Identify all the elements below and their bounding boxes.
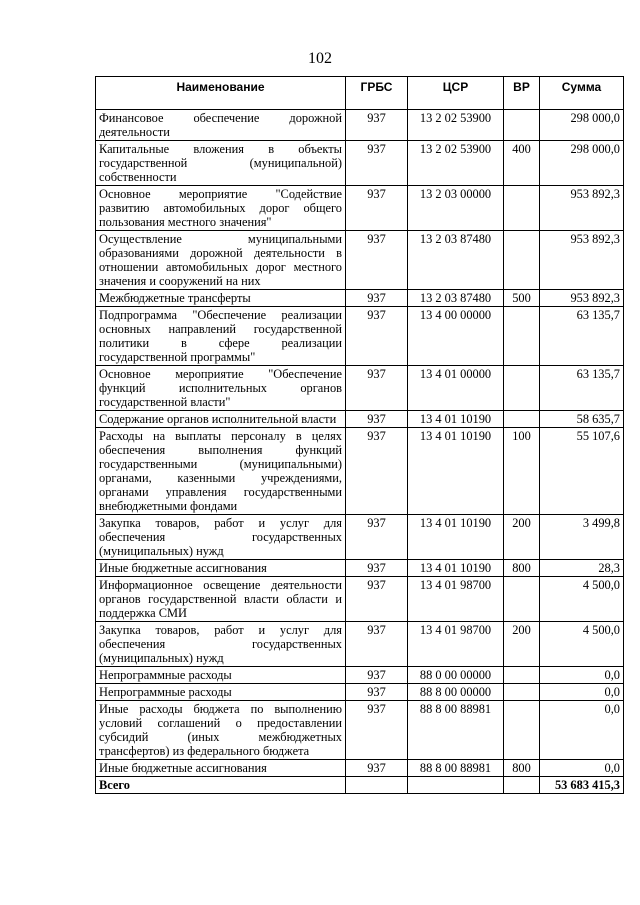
row-vr: 800 [504, 560, 540, 577]
row-sum: 0,0 [540, 667, 624, 684]
row-csr: 13 2 03 87480 [408, 290, 504, 307]
header-name: Наименование [96, 77, 346, 110]
row-csr: 13 4 01 10190 [408, 515, 504, 560]
row-name: Межбюджетные трансферты [96, 290, 346, 307]
table-row [96, 577, 624, 622]
row-csr: 88 0 00 00000 [408, 667, 504, 684]
row-vr [504, 684, 540, 701]
row-grbs: 937 [346, 366, 408, 411]
row-name: Информационное освещение деятельности органов государственной власти области и поддержка СМИ [96, 577, 346, 622]
row-sum: 0,0 [540, 760, 624, 777]
row-sum: 298 000,0 [540, 110, 624, 141]
row-csr: 13 4 01 10190 [408, 428, 504, 515]
row-vr [504, 110, 540, 141]
table-row [96, 366, 624, 411]
table-row [96, 560, 624, 577]
row-grbs: 937 [346, 515, 408, 560]
row-name: Содержание органов исполнительной власти [96, 411, 346, 428]
row-name: Иные расходы бюджета по выполнению условий соглашений о предоставлении субсидий (иных межбюджетных трансфертов) из федерального бюджета [96, 701, 346, 760]
total-vr [504, 777, 540, 794]
row-vr: 100 [504, 428, 540, 515]
row-sum: 953 892,3 [540, 290, 624, 307]
row-sum: 28,3 [540, 560, 624, 577]
table-row [96, 110, 624, 141]
row-vr [504, 231, 540, 290]
row-grbs: 937 [346, 622, 408, 667]
row-grbs: 937 [346, 577, 408, 622]
row-grbs: 937 [346, 411, 408, 428]
row-csr: 13 4 01 10190 [408, 411, 504, 428]
row-name: Основное мероприятие "Обеспечение функций исполнительных органов государственной власти" [96, 366, 346, 411]
table-row [96, 428, 624, 515]
total-csr [408, 777, 504, 794]
row-name: Подпрограмма "Обеспечение реализации основных направлений государственной политики в сфере реализации государственной программы" [96, 307, 346, 366]
row-vr [504, 366, 540, 411]
row-vr: 200 [504, 622, 540, 667]
row-grbs: 937 [346, 110, 408, 141]
row-csr: 13 2 02 53900 [408, 110, 504, 141]
row-sum: 298 000,0 [540, 141, 624, 186]
row-sum: 953 892,3 [540, 186, 624, 231]
row-sum: 3 499,8 [540, 515, 624, 560]
row-vr: 200 [504, 515, 540, 560]
row-sum: 63 135,7 [540, 307, 624, 366]
row-name: Закупка товаров, работ и услуг для обеспечения государственных (муниципальных) нужд [96, 515, 346, 560]
row-grbs: 937 [346, 141, 408, 186]
table-row [96, 667, 624, 684]
table-row [96, 684, 624, 701]
row-name: Иные бюджетные ассигнования [96, 560, 346, 577]
row-vr [504, 307, 540, 366]
row-sum: 58 635,7 [540, 411, 624, 428]
row-grbs: 937 [346, 231, 408, 290]
row-grbs: 937 [346, 290, 408, 307]
table-row [96, 515, 624, 560]
row-grbs: 937 [346, 186, 408, 231]
row-csr: 13 4 01 00000 [408, 366, 504, 411]
row-csr: 13 4 00 00000 [408, 307, 504, 366]
row-name: Капитальные вложения в объекты государственной (муниципальной) собственности [96, 141, 346, 186]
row-vr [504, 186, 540, 231]
row-vr: 800 [504, 760, 540, 777]
row-sum: 0,0 [540, 684, 624, 701]
row-vr [504, 577, 540, 622]
row-sum: 4 500,0 [540, 622, 624, 667]
row-name: Осуществление муниципальными образованиями дорожной деятельности в отношении автомобильных дорог местного значения и сооружений на них [96, 231, 346, 290]
row-csr: 88 8 00 88981 [408, 760, 504, 777]
table-row [96, 411, 624, 428]
row-vr: 400 [504, 141, 540, 186]
row-sum: 0,0 [540, 701, 624, 760]
table-row [96, 141, 624, 186]
table-row [96, 290, 624, 307]
row-name: Иные бюджетные ассигнования [96, 760, 346, 777]
total-grbs [346, 777, 408, 794]
row-grbs: 937 [346, 428, 408, 515]
row-csr: 88 8 00 88981 [408, 701, 504, 760]
row-csr: 13 2 02 53900 [408, 141, 504, 186]
row-csr: 13 4 01 98700 [408, 577, 504, 622]
total-sum: 53 683 415,3 [540, 777, 624, 794]
row-csr: 13 4 01 98700 [408, 622, 504, 667]
row-grbs: 937 [346, 760, 408, 777]
header-sum: Сумма [540, 77, 624, 110]
row-sum: 4 500,0 [540, 577, 624, 622]
row-name: Финансовое обеспечение дорожной деятельности [96, 110, 346, 141]
table-header-row [96, 77, 624, 110]
row-vr [504, 667, 540, 684]
table-row [96, 307, 624, 366]
row-name: Расходы на выплаты персоналу в целях обеспечения выполнения функций государственными (муниципальными) органами, казенными учреждениями, органами управления государственными внебюджетными фондами [96, 428, 346, 515]
header-csr: ЦСР [408, 77, 504, 110]
row-grbs: 937 [346, 560, 408, 577]
table-row [96, 760, 624, 777]
row-grbs: 937 [346, 667, 408, 684]
row-csr: 13 2 03 00000 [408, 186, 504, 231]
row-csr: 88 8 00 00000 [408, 684, 504, 701]
row-sum: 953 892,3 [540, 231, 624, 290]
header-vr: ВР [504, 77, 540, 110]
row-name: Закупка товаров, работ и услуг для обеспечения государственных (муниципальных) нужд [96, 622, 346, 667]
row-csr: 13 4 01 10190 [408, 560, 504, 577]
table-row [96, 622, 624, 667]
row-grbs: 937 [346, 684, 408, 701]
table-body [96, 110, 624, 794]
row-name: Непрограммные расходы [96, 667, 346, 684]
budget-table [95, 76, 624, 794]
table-row [96, 231, 624, 290]
total-label: Всего [96, 777, 346, 794]
table-row [96, 186, 624, 231]
row-grbs: 937 [346, 307, 408, 366]
row-csr: 13 2 03 87480 [408, 231, 504, 290]
row-name: Непрограммные расходы [96, 684, 346, 701]
page-number: 102 [308, 50, 332, 67]
row-vr [504, 411, 540, 428]
table-total-row [96, 777, 624, 794]
row-vr [504, 701, 540, 760]
row-vr: 500 [504, 290, 540, 307]
row-sum: 63 135,7 [540, 366, 624, 411]
row-grbs: 937 [346, 701, 408, 760]
row-sum: 55 107,6 [540, 428, 624, 515]
row-name: Основное мероприятие "Содействие развитию автомобильных дорог общего пользования местного значения" [96, 186, 346, 231]
table-row [96, 701, 624, 760]
header-grbs: ГРБС [346, 77, 408, 110]
